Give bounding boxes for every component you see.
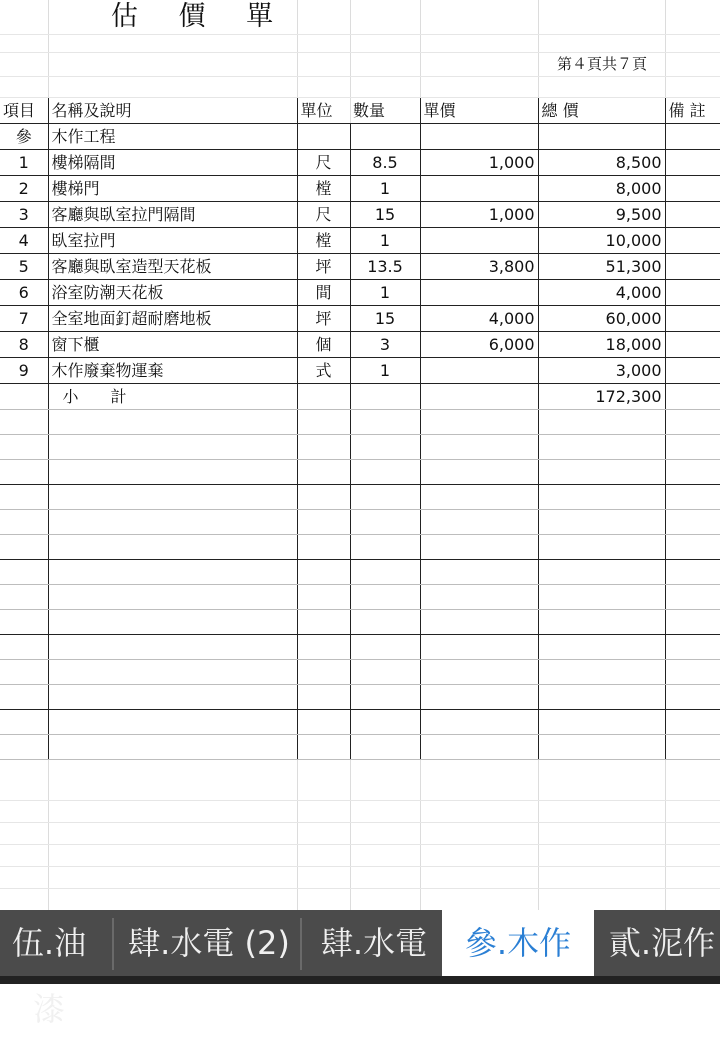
cell[interactable] (350, 710, 420, 735)
qty-cell[interactable]: 15 (350, 306, 420, 332)
cell[interactable] (538, 485, 665, 510)
note-cell[interactable] (665, 228, 720, 254)
header-unit[interactable]: 單位 (297, 98, 350, 124)
price-cell[interactable]: 4,000 (420, 306, 538, 332)
table-row (0, 254, 720, 280)
unit-cell[interactable]: 式 (297, 358, 350, 384)
cell[interactable] (48, 635, 297, 660)
section-row (0, 124, 720, 150)
price-cell[interactable] (420, 228, 538, 254)
cell[interactable] (665, 485, 720, 510)
cell[interactable] (665, 435, 720, 460)
cell[interactable] (420, 485, 538, 510)
total-cell[interactable]: 9,500 (538, 202, 665, 228)
item-cell[interactable]: 5 (0, 254, 48, 280)
price-cell[interactable] (420, 176, 538, 202)
note-cell[interactable] (665, 150, 720, 176)
qty-cell[interactable]: 1 (350, 176, 420, 202)
name-cell[interactable]: 客廳與臥室拉門隔間 (48, 202, 297, 228)
table-row (0, 202, 720, 228)
grid-line (0, 844, 720, 845)
cell[interactable] (350, 635, 420, 660)
price-cell[interactable]: 6,000 (420, 332, 538, 358)
cell[interactable] (420, 710, 538, 735)
empty-row (0, 710, 720, 735)
name-cell[interactable]: 樓梯門 (48, 176, 297, 202)
cell[interactable] (420, 585, 538, 610)
cell[interactable] (0, 485, 48, 510)
unit-cell[interactable]: 坪 (297, 254, 350, 280)
price-cell[interactable] (420, 280, 538, 306)
price-cell[interactable]: 3,800 (420, 254, 538, 280)
name-cell[interactable]: 浴室防潮天花板 (48, 280, 297, 306)
table-row (0, 306, 720, 332)
cell[interactable] (297, 124, 350, 150)
cell[interactable] (297, 635, 350, 660)
cell[interactable] (538, 460, 665, 485)
total-cell[interactable]: 60,000 (538, 306, 665, 332)
cell[interactable] (350, 735, 420, 760)
section-name[interactable]: 木作工程 (48, 124, 297, 150)
cell[interactable] (297, 710, 350, 735)
subtotal-total[interactable]: 172,300 (538, 384, 665, 410)
cell[interactable] (350, 535, 420, 560)
cell[interactable] (0, 510, 48, 535)
price-cell[interactable]: 1,000 (420, 202, 538, 228)
page-title: 估 價 單 (110, 1, 290, 32)
cell[interactable] (420, 610, 538, 635)
grid-line (0, 76, 720, 77)
cell[interactable] (420, 660, 538, 685)
tab-plumbing-electric-2[interactable]: 肆.水電 (2) (128, 924, 290, 962)
cell[interactable] (0, 460, 48, 485)
cell[interactable] (665, 124, 720, 150)
tab-separator (300, 918, 302, 970)
table-row (0, 280, 720, 306)
header-name[interactable]: 名稱及說明 (48, 98, 297, 124)
cell[interactable] (0, 384, 48, 410)
qty-cell[interactable]: 15 (350, 202, 420, 228)
cell[interactable] (538, 635, 665, 660)
note-cell[interactable] (665, 176, 720, 202)
price-cell[interactable] (420, 358, 538, 384)
cell[interactable] (420, 124, 538, 150)
item-cell[interactable]: 6 (0, 280, 48, 306)
table-row (0, 332, 720, 358)
cell[interactable] (48, 735, 297, 760)
cell[interactable] (420, 560, 538, 585)
cell[interactable] (665, 410, 720, 435)
cell[interactable] (0, 535, 48, 560)
cell[interactable] (350, 585, 420, 610)
header-price[interactable]: 單價 (420, 98, 538, 124)
name-cell[interactable]: 樓梯隔間 (48, 150, 297, 176)
cell[interactable] (0, 635, 48, 660)
cell[interactable] (48, 710, 297, 735)
total-cell[interactable]: 3,000 (538, 358, 665, 384)
empty-row (0, 585, 720, 610)
cell[interactable] (48, 660, 297, 685)
total-cell[interactable]: 10,000 (538, 228, 665, 254)
name-cell[interactable]: 窗下櫃 (48, 332, 297, 358)
item-cell[interactable]: 1 (0, 150, 48, 176)
qty-cell[interactable]: 1 (350, 358, 420, 384)
qty-cell[interactable]: 1 (350, 280, 420, 306)
unit-cell[interactable]: 坪 (297, 306, 350, 332)
qty-cell[interactable]: 13.5 (350, 254, 420, 280)
empty-row (0, 635, 720, 660)
estimate-table (0, 98, 720, 760)
cell[interactable] (665, 685, 720, 710)
empty-row (0, 560, 720, 585)
empty-row (0, 510, 720, 535)
grid-line (0, 866, 720, 867)
cell[interactable] (48, 510, 297, 535)
note-cell[interactable] (665, 332, 720, 358)
cell[interactable] (48, 460, 297, 485)
empty-row (0, 610, 720, 635)
cell[interactable] (420, 384, 538, 410)
price-cell[interactable]: 1,000 (420, 150, 538, 176)
cell[interactable] (0, 435, 48, 460)
cell[interactable] (350, 435, 420, 460)
tab-masonry[interactable]: 貳.泥作 (608, 924, 716, 962)
grid-line (0, 822, 720, 823)
empty-row (0, 535, 720, 560)
tab-separator (112, 918, 114, 970)
cell[interactable] (665, 660, 720, 685)
cell[interactable] (297, 410, 350, 435)
name-cell[interactable]: 木作廢棄物運棄 (48, 358, 297, 384)
total-cell[interactable]: 4,000 (538, 280, 665, 306)
empty-row (0, 685, 720, 710)
unit-cell[interactable]: 個 (297, 332, 350, 358)
cell[interactable] (350, 124, 420, 150)
section-item[interactable]: 參 (0, 124, 48, 150)
cell[interactable] (665, 610, 720, 635)
cell[interactable] (297, 485, 350, 510)
note-cell[interactable] (665, 254, 720, 280)
cell[interactable] (420, 510, 538, 535)
cell[interactable] (538, 685, 665, 710)
unit-cell[interactable]: 尺 (297, 150, 350, 176)
cell[interactable] (420, 735, 538, 760)
grid-line (0, 888, 720, 889)
cell[interactable] (297, 435, 350, 460)
cell[interactable] (297, 585, 350, 610)
header-item[interactable]: 項目 (0, 98, 48, 124)
empty-row (0, 735, 720, 760)
table-row (0, 358, 720, 384)
cell[interactable] (48, 485, 297, 510)
cell[interactable] (538, 535, 665, 560)
cell[interactable] (350, 610, 420, 635)
cell[interactable] (48, 410, 297, 435)
cell[interactable] (350, 660, 420, 685)
cell[interactable] (297, 685, 350, 710)
cell[interactable] (0, 560, 48, 585)
cell[interactable] (350, 685, 420, 710)
cell[interactable] (538, 610, 665, 635)
note-cell[interactable] (665, 306, 720, 332)
cell[interactable] (297, 510, 350, 535)
cell[interactable] (0, 735, 48, 760)
name-cell[interactable]: 臥室拉門 (48, 228, 297, 254)
cell[interactable] (48, 685, 297, 710)
unit-cell[interactable]: 樘 (297, 228, 350, 254)
cell[interactable] (0, 585, 48, 610)
grid-line (0, 34, 720, 35)
cell[interactable] (350, 410, 420, 435)
header-row (0, 98, 720, 124)
cell[interactable] (420, 635, 538, 660)
total-cell[interactable]: 8,500 (538, 150, 665, 176)
table-row (0, 228, 720, 254)
cell[interactable] (665, 635, 720, 660)
cell[interactable] (48, 585, 297, 610)
cell[interactable] (420, 535, 538, 560)
cell[interactable] (350, 485, 420, 510)
tab-paint[interactable]: 伍.油漆 (11, 924, 87, 1028)
cell[interactable] (420, 410, 538, 435)
cell[interactable] (538, 585, 665, 610)
empty-row (0, 660, 720, 685)
note-cell[interactable] (665, 280, 720, 306)
empty-row (0, 410, 720, 435)
cell[interactable] (538, 510, 665, 535)
cell[interactable] (665, 585, 720, 610)
cell[interactable] (665, 710, 720, 735)
cell[interactable] (538, 710, 665, 735)
qty-cell[interactable]: 1 (350, 228, 420, 254)
sheet-tab-bar (0, 910, 720, 1028)
cell[interactable] (0, 610, 48, 635)
item-cell[interactable]: 9 (0, 358, 48, 384)
cell[interactable] (0, 410, 48, 435)
header-note[interactable]: 備 註 (665, 98, 720, 124)
item-cell[interactable]: 7 (0, 306, 48, 332)
item-cell[interactable]: 8 (0, 332, 48, 358)
cell[interactable] (297, 560, 350, 585)
qty-cell[interactable]: 8.5 (350, 150, 420, 176)
cell[interactable] (297, 384, 350, 410)
cell[interactable] (48, 560, 297, 585)
total-cell[interactable]: 51,300 (538, 254, 665, 280)
cell[interactable] (350, 384, 420, 410)
unit-cell[interactable]: 間 (297, 280, 350, 306)
name-cell[interactable]: 客廳與臥室造型天花板 (48, 254, 297, 280)
cell[interactable] (48, 535, 297, 560)
cell[interactable] (48, 610, 297, 635)
cell[interactable] (48, 435, 297, 460)
header-qty[interactable]: 數量 (350, 98, 420, 124)
cell[interactable] (0, 685, 48, 710)
note-cell[interactable] (665, 358, 720, 384)
bottom-bar (0, 976, 720, 984)
cell[interactable] (665, 735, 720, 760)
subtotal-label[interactable]: 小 計 (48, 384, 297, 410)
item-cell[interactable]: 4 (0, 228, 48, 254)
cell[interactable] (420, 685, 538, 710)
note-cell[interactable] (665, 202, 720, 228)
cell[interactable] (0, 660, 48, 685)
cell[interactable] (297, 535, 350, 560)
cell[interactable] (665, 560, 720, 585)
qty-cell[interactable]: 3 (350, 332, 420, 358)
page-info: 第４頁共７頁 (556, 55, 647, 73)
item-cell[interactable]: 2 (0, 176, 48, 202)
unit-cell[interactable]: 尺 (297, 202, 350, 228)
cell[interactable] (538, 124, 665, 150)
cell[interactable] (538, 660, 665, 685)
cell[interactable] (420, 460, 538, 485)
cell[interactable] (350, 560, 420, 585)
item-cell[interactable]: 3 (0, 202, 48, 228)
unit-cell[interactable]: 樘 (297, 176, 350, 202)
cell[interactable] (420, 435, 538, 460)
cell[interactable] (665, 384, 720, 410)
cell[interactable] (665, 510, 720, 535)
empty-row (0, 485, 720, 510)
cell[interactable] (297, 610, 350, 635)
cell[interactable] (538, 735, 665, 760)
cell[interactable] (350, 460, 420, 485)
empty-row (0, 435, 720, 460)
total-cell[interactable]: 18,000 (538, 332, 665, 358)
name-cell[interactable]: 全室地面釘超耐磨地板 (48, 306, 297, 332)
cell[interactable] (665, 535, 720, 560)
grid-line (0, 800, 720, 801)
cell[interactable] (0, 710, 48, 735)
subtotal-row (0, 384, 720, 410)
tab-plumbing-electric[interactable]: 肆.水電 (320, 924, 428, 962)
cell[interactable] (665, 460, 720, 485)
cell[interactable] (297, 735, 350, 760)
cell[interactable] (350, 510, 420, 535)
cell[interactable] (297, 660, 350, 685)
cell[interactable] (538, 435, 665, 460)
cell[interactable] (297, 460, 350, 485)
table-row (0, 176, 720, 202)
cell[interactable] (538, 410, 665, 435)
total-cell[interactable]: 8,000 (538, 176, 665, 202)
header-total[interactable]: 總 價 (538, 98, 665, 124)
cell[interactable] (538, 560, 665, 585)
table-row (0, 150, 720, 176)
tab-woodwork[interactable]: 參.木作 (442, 910, 594, 980)
empty-row (0, 460, 720, 485)
